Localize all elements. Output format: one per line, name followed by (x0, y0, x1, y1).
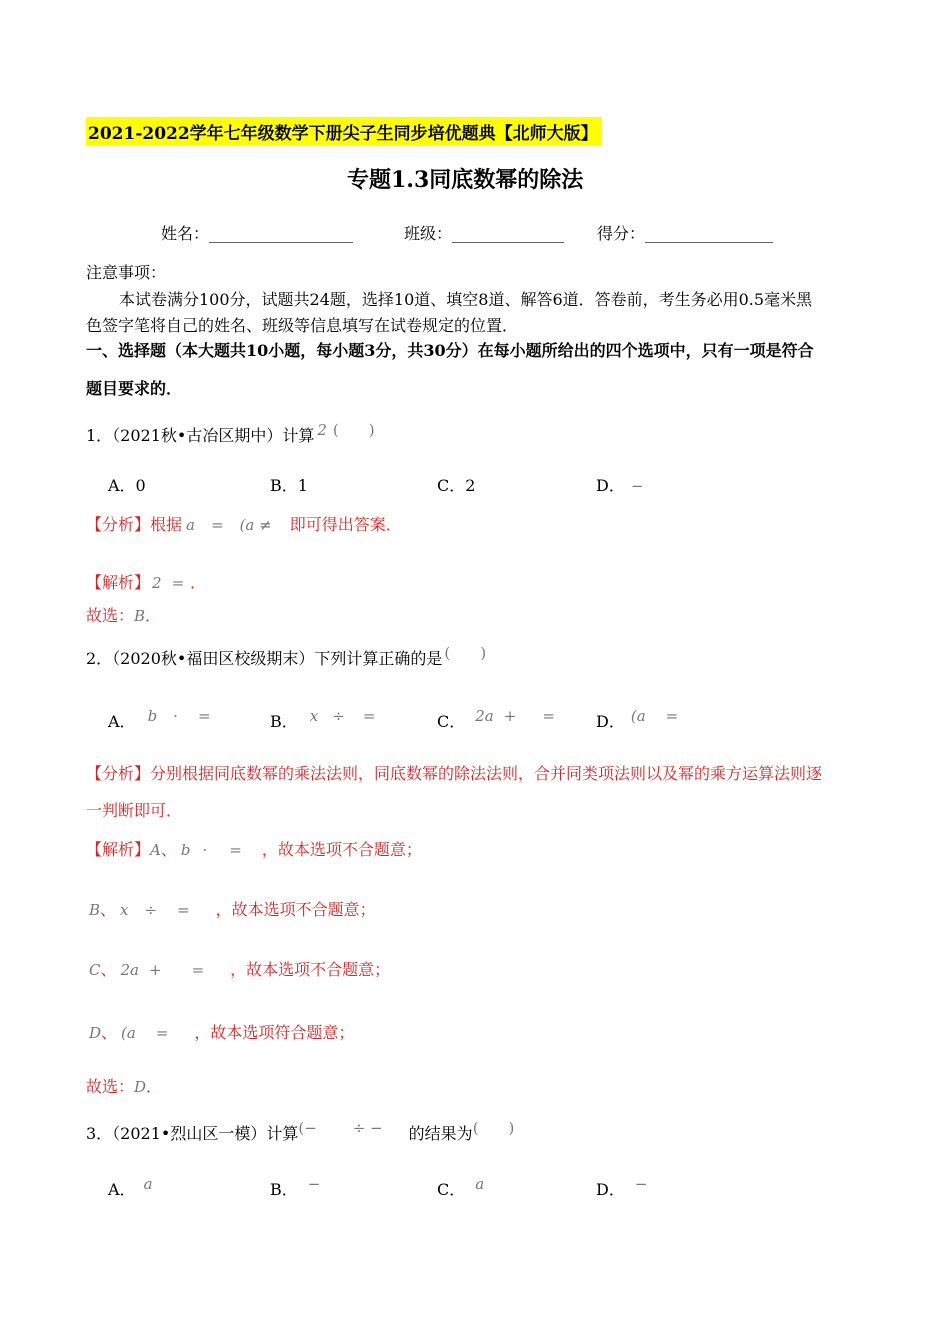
math-expr: = (177, 901, 190, 919)
math-expr: b (180, 841, 191, 859)
analysis-text: 一判断即可． (86, 801, 183, 820)
choose-label: 故选： (86, 606, 135, 625)
answer-paren: ( ) (332, 421, 375, 439)
math-expr: = (542, 707, 555, 725)
option-label: D． (596, 476, 625, 495)
math-expr: ÷ (332, 707, 345, 725)
analysis-text: 分别根据同底数幂的乘法法则，同底数幂的除法法则，合并同类项法则以及幂的乘方运算法则逐 (150, 764, 823, 783)
question-stem (86, 419, 375, 446)
math-expr: ÷ (144, 901, 158, 919)
separator: 、 (100, 900, 117, 919)
question-stem (86, 642, 486, 669)
math-expr: − (634, 1175, 648, 1193)
math-expr: C (89, 961, 101, 979)
option-c (437, 707, 555, 732)
choose-dot: ． (145, 606, 162, 625)
option-c: C．2 (437, 476, 476, 495)
option-label: C． (437, 1180, 466, 1199)
choose-dot: ． (146, 1077, 163, 1096)
math-expr: − (307, 1175, 321, 1193)
analysis-label: 【分析】 (86, 515, 151, 534)
page-title: 专题1.3同底数幂的除法 (347, 167, 584, 193)
math-expr: = (210, 516, 224, 534)
math-expr: 2a (120, 961, 139, 979)
math-expr: D (89, 1024, 102, 1042)
option-a (108, 707, 211, 732)
math-expr: − (630, 477, 644, 495)
math-expr: = (197, 707, 211, 725)
math-expr: a (186, 516, 195, 534)
math-expr: = (155, 1024, 169, 1042)
option-c (437, 1175, 484, 1200)
separator: 、 (100, 960, 117, 979)
math-expr: 2 (152, 574, 162, 592)
analysis-text: 即可得出答案． (289, 515, 402, 534)
solution-dot: ． (190, 573, 207, 592)
notes-line: 色签字笔将自己的姓名、班级等信息填写在试卷规定的位置． (86, 316, 519, 335)
option-b: B．1 (270, 476, 308, 495)
notes-line: 本试卷满分100分，试题共24题，选择10道、填空8道、解答6道．答卷前，考生务必用0.5毫米黑 (119, 290, 813, 309)
math-expr: = (171, 574, 185, 592)
option-label: B． (270, 712, 298, 731)
analysis (86, 512, 402, 535)
solution (86, 570, 206, 593)
option-label: B． (270, 1180, 298, 1199)
stem-text: 的结果为 (408, 1124, 473, 1143)
solution-text: ，故本选项不合题意； (261, 840, 422, 859)
name-field: 姓名：__________________ (161, 224, 354, 243)
series-title: 2021-2022学年七年级数学下册尖子生同步培优题典【北师大版】 (86, 117, 602, 146)
solution-text: ，故本选项符合题意； (194, 1023, 355, 1042)
option-a: A．0 (108, 476, 146, 495)
separator: 、 (101, 1023, 118, 1042)
answer-paren: ( ) (472, 1119, 515, 1137)
math-expr: + (149, 961, 162, 979)
section-heading: 一、选择题（本大题共10小题，每小题3分，共30分）在每小题所给出的四个选项中，只有一项是符合 (86, 341, 814, 360)
math-expr: a (475, 1175, 485, 1193)
math-expr: · (202, 841, 208, 859)
solution-row (86, 837, 422, 860)
option-d (596, 1175, 647, 1200)
option-label: D． (596, 712, 625, 731)
math-expr: a (143, 1175, 153, 1193)
math-expr: 2 (317, 421, 327, 439)
notes-heading: 注意事项： (86, 263, 167, 282)
option-b (270, 1175, 320, 1200)
choose-label: 故选： (86, 1077, 135, 1096)
question-stem (86, 1117, 514, 1144)
math-expr: B (89, 901, 101, 919)
option-label: D． (596, 1180, 625, 1199)
separator: 、 (160, 840, 177, 859)
analysis-text: 根据 (150, 515, 183, 534)
option-a (108, 1175, 153, 1200)
math-expr: x (120, 901, 129, 919)
math-expr: = (191, 961, 205, 979)
analysis-label: 【分析】 (86, 764, 151, 783)
stem-text: 1．（2021秋•古冶区期中）计算 (86, 426, 315, 445)
option-d (596, 473, 643, 496)
stem-text: 2．（2020秋•福田区校级期末）下列计算正确的是 (86, 649, 443, 668)
option-b (270, 707, 375, 732)
math-expr: A (150, 841, 161, 859)
solution-label: 【解析】 (86, 840, 151, 859)
option-d (596, 707, 678, 732)
solution-label: 【解析】 (86, 573, 151, 592)
stem-text: 3．（2021•烈山区一模）计算 (86, 1124, 299, 1143)
math-expr: (− (298, 1119, 317, 1137)
math-expr: D (134, 1078, 147, 1096)
analysis-label-line (86, 761, 822, 784)
solution-row (89, 1020, 354, 1043)
option-label: A． (108, 712, 136, 731)
math-expr: = (229, 841, 242, 859)
math-expr: (a ≠ (239, 516, 272, 534)
solution-row (89, 957, 390, 980)
answer-paren: ( ) (444, 644, 487, 662)
math-expr: (a (630, 707, 646, 725)
score-field: 得分：________________ (597, 224, 774, 243)
math-expr: + (503, 707, 517, 725)
math-expr: x (309, 707, 319, 725)
math-expr: ÷ − (352, 1119, 383, 1137)
math-expr: 2a (475, 707, 494, 725)
final-answer (86, 1074, 162, 1097)
class-field: 班级：______________ (404, 224, 565, 243)
option-label: A． (108, 1180, 136, 1199)
math-expr: (a (121, 1024, 136, 1042)
math-expr: = (362, 707, 376, 725)
math-expr: B (134, 607, 146, 625)
math-expr: · (173, 707, 178, 725)
solution-text: ，故本选项不合题意； (215, 900, 376, 919)
math-expr: b (147, 707, 158, 725)
final-answer (86, 603, 161, 626)
section-heading: 题目要求的． (86, 379, 183, 398)
solution-row (89, 897, 376, 920)
option-label: C． (437, 712, 466, 731)
solution-text: ，故本选项不合题意； (230, 960, 391, 979)
math-expr: = (665, 707, 679, 725)
